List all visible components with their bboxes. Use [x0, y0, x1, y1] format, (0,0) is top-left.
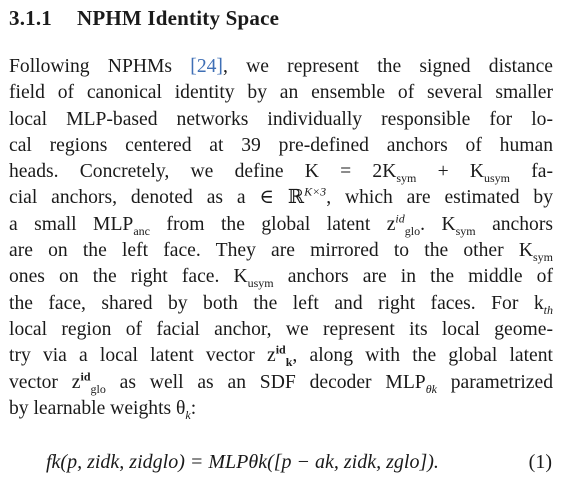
equation-body: fk(p, zidk, zidglo) = MLPθk([p − ak, zidk, zglo]). [46, 451, 439, 473]
text-line: heads. Concretely, we define $K = 2K_{sym} + K_{usym}$ fa- [9, 161, 553, 186]
text-line: field of canonical identity by an ensemble of several smaller [9, 82, 553, 104]
text-line: ones on the right face. $K_{usym}$ anchors are in the middle of [9, 266, 554, 291]
text-line: by learnable weights $\theta_k$: [9, 397, 197, 422]
text-line: Following NPHMs [24], we represent the signed distance [9, 56, 553, 77]
equation-1 [0, 451, 561, 481]
section-title: NPHM Identity Space [77, 6, 280, 30]
text-line: a small $MLP_{anc}$ from the global latent $z^{id}_{glo}$. $K_{sym}$ anchors [9, 211, 554, 238]
text-line: are on the left face. They are mirrored to the other $K_{sym}$ [9, 240, 553, 264]
text-line: local MLP-based networks individually responsible for lo- [9, 108, 553, 130]
section-number: 3.1.1 [9, 6, 52, 30]
body-paragraph [9, 54, 553, 422]
text-line: vector $z^{id}_{glo}$ as well as an SDF decoder $MLP_{\theta k}$ parametrized [9, 369, 553, 396]
text-line: cal regions centered at 39 pre-defined anchors of human [9, 134, 553, 156]
text-line: try via a local latent vector $z^{id}_k$, along with the global latent [9, 342, 553, 370]
section-heading [9, 6, 279, 31]
text-line: the face, shared by both the left and right faces. For $k_{th}$ [9, 292, 553, 317]
text-line: local region of facial anchor, we represent its local geome- [9, 318, 553, 340]
equation-number: (1) [528, 451, 552, 473]
text-line: cial anchors, denoted as a ∈ ℝ$^{K\times 3}$, which are estimated by [9, 184, 553, 209]
citation-link[interactable]: [24] [190, 56, 223, 77]
